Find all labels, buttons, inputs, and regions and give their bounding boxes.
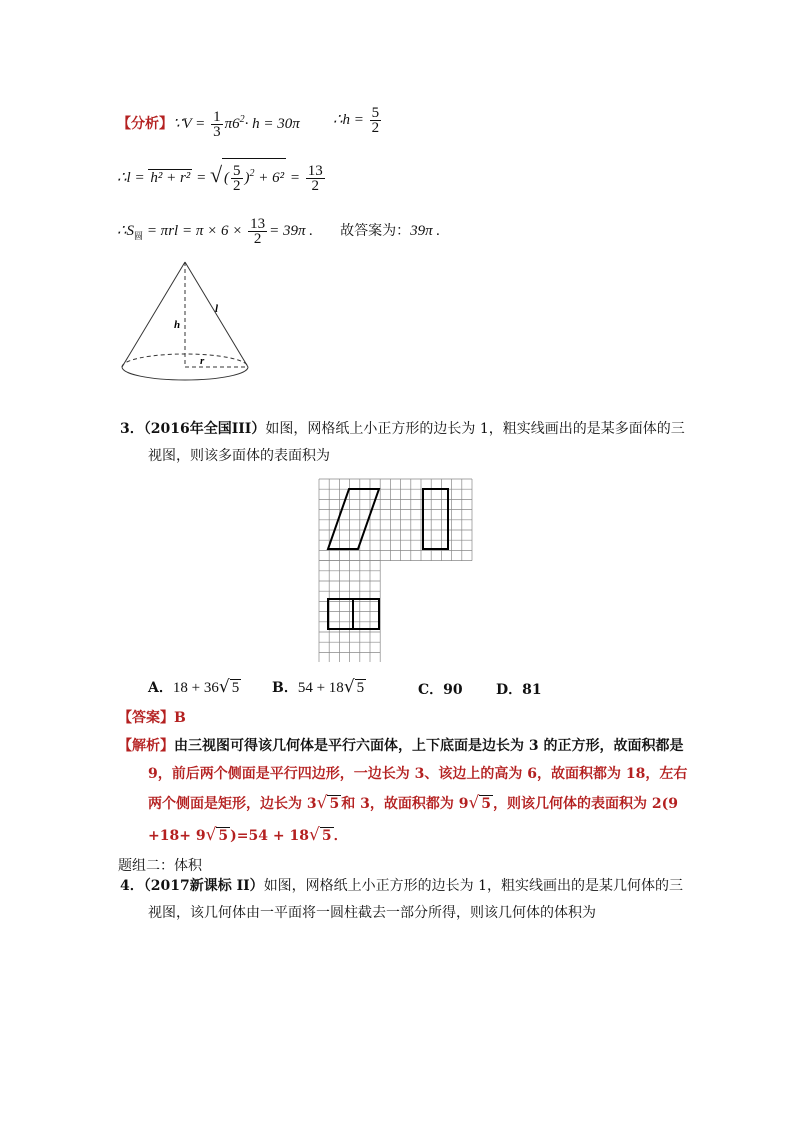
q4-stem-2: 视图，该几何体由一平面将一圆柱截去一部分所得，则该几何体的体积为 [148,905,596,921]
three-view-grid [318,478,478,662]
solution-line-3: 两个侧面是矩形，边长为 3√ 5 和 3，故面积都为 9√ 5 ，则该几何体的表面积为 2(9 [148,793,679,813]
formula-h: ∴h = $\frac{5}{2}$ [333,105,380,137]
q3-line-1 [120,418,685,438]
q4-stem-1: 如图，网格纸上小正方形的边长为 1，粗实线画出的是某几何体的三 [263,878,684,894]
analysis-tag: 【分析】 [117,116,173,132]
formula-slant-height: ∴l = h² + r² = √ ( $\frac{5}{2}$ )$^2$ + 6² = $\frac{13}{2}$ [117,152,327,198]
cone-label-h: h [174,319,181,331]
fraction-5-2: $\frac{5}{2}$ [371,105,380,137]
q3-stem-2: 视图，则该多面体的表面积为 [148,448,330,464]
answer-tag: 【答案】 [118,710,174,726]
solution-line-4: +18+ 9√ 5 )=54 + 18√ 5 ． [148,825,348,845]
analysis-line-3 [117,210,440,250]
answer-choice: B [174,710,186,726]
q3-number: 3． [120,421,144,437]
option-c[interactable]: C．90 [418,682,463,698]
solution-line-2: 9，前后两个侧面是平行四边形，一边长为 3、该边上的高为 6，故面积都为 18，左右 [148,766,688,782]
answer-line [118,707,186,727]
solution-tag: 【解析】 [118,738,174,754]
q4-number: 4． [120,878,144,894]
q4-source: （2017新课标 II） [143,878,264,894]
fraction-1-3: $\frac{1}{3}$ [213,109,221,141]
answer-value: 39π . [410,223,441,239]
option-a[interactable]: A．18 + 36√ 5 [148,677,240,697]
option-d[interactable]: D．81 [496,682,542,698]
cone-label-r: r [200,355,205,367]
cone-figure [110,255,260,390]
q4-line-1 [120,875,683,895]
solution-line-1: 【解析】由三视图可得该几何体是平行六面体，上下底面是边长为 3 的正方形，故面积都是 [118,738,684,754]
q3-source: （2016年全国III） [143,421,266,437]
answer-text: 故答案为： [340,223,411,239]
option-b[interactable]: B．54 + 18√ 5 [272,677,365,697]
cone-label-l: l [215,303,219,315]
q3-stem-1: 如图，网格纸上小正方形的边长为 1，粗实线画出的是某多面体的三 [265,421,685,437]
group2-title: 题组二：体积 [118,858,202,874]
formula-volume: ∵V = $\frac{1}{3}$ $\pi 6^2\cdot h = 30\pi$ [173,109,300,141]
formula-lateral-area: $\therefore S_圆 = \pi rl = \pi \times 6$ × $\frac{13}{2}$ = 39π . [117,216,313,248]
fraction-13-2: $\frac{13}{2}$ [307,163,323,195]
analysis-line-1 [117,100,300,140]
